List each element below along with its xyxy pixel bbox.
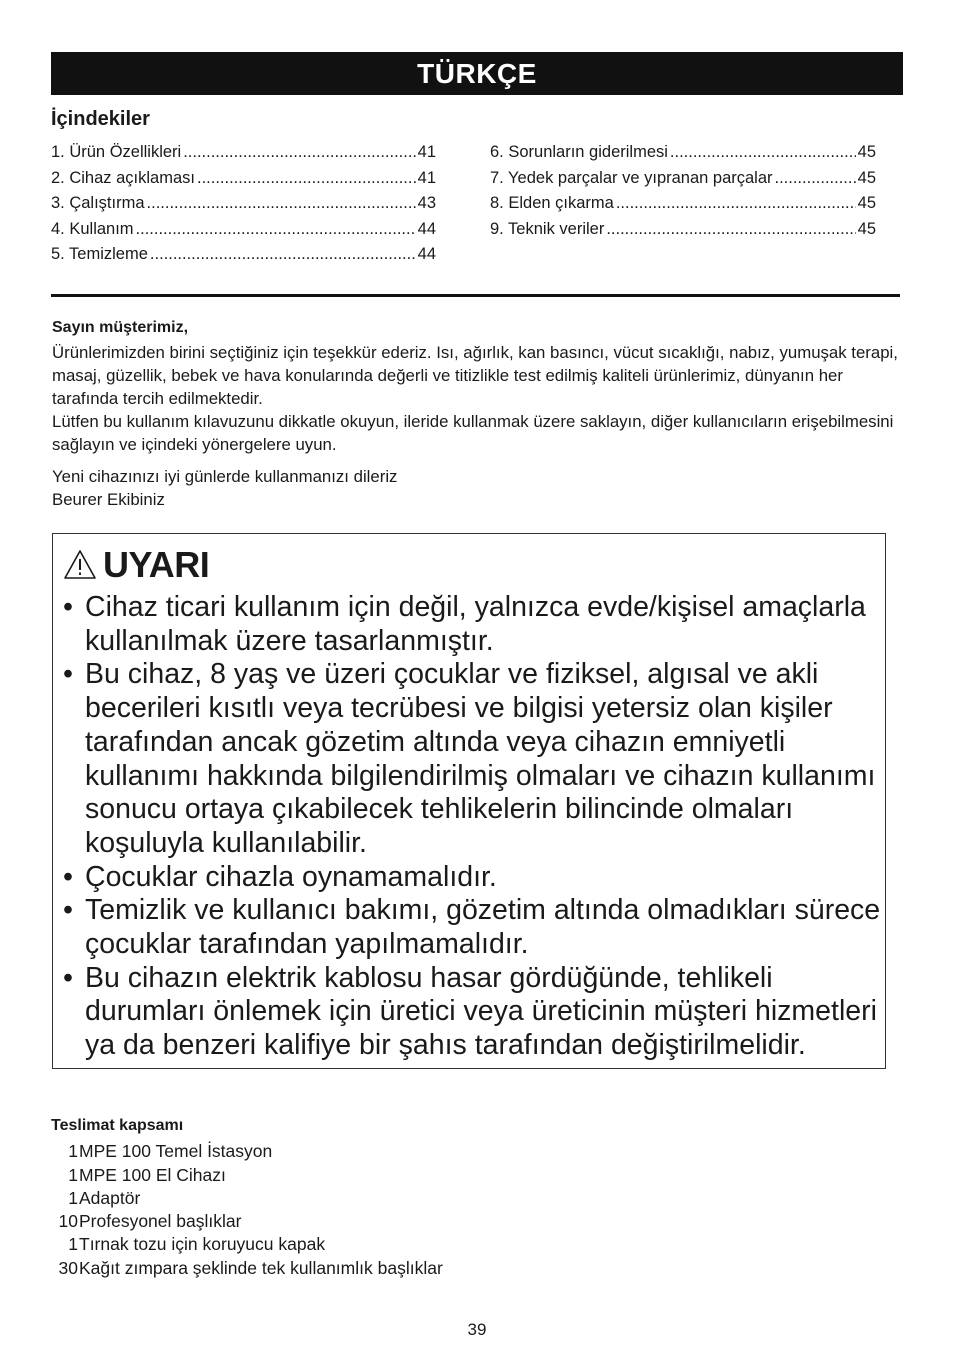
delivery-text: MPE 100 El Cihazı <box>79 1164 226 1185</box>
delivery-text: Kağıt zımpara şeklinde tek kullanımlık başlıklar <box>79 1257 443 1278</box>
delivery-section <box>51 1114 443 1280</box>
delivery-qty: 1 <box>68 1187 78 1208</box>
toc-column-left <box>51 140 436 268</box>
signature-line: Beurer Ekibiniz <box>52 490 165 509</box>
section-divider <box>51 294 900 297</box>
delivery-qty: 1 <box>68 1234 78 1255</box>
warning-item: • Çocuklar cihazla oynamamalıdır. <box>63 861 883 895</box>
delivery-item <box>51 1164 443 1187</box>
delivery-item <box>51 1187 443 1210</box>
delivery-item <box>51 1140 443 1163</box>
toc-leader <box>147 191 416 217</box>
toc-leader <box>197 166 416 192</box>
warning-title: UYARI <box>103 544 210 585</box>
toc-title: İçindekiler <box>51 108 150 130</box>
warning-item: • Cihaz ticari kullanım için değil, yalnızca evde/kişisel amaçlarla kullanılmak üzere tasarlanmıştır. <box>63 591 883 658</box>
toc-entry[interactable] <box>51 242 436 268</box>
toc-leader <box>606 217 855 243</box>
toc-entry-page: 41 <box>417 168 436 187</box>
warning-item: • Temizlik ve kullanıcı bakımı, gözetim altında olmadıkları sürece çocuklar tarafından yapılmamalıdır. <box>63 894 883 961</box>
toc-leader <box>616 191 856 217</box>
toc-entry-label: 2. Cihaz açıklaması <box>51 168 195 187</box>
toc-entry-page: 45 <box>857 194 876 212</box>
warning-triangle-icon <box>63 548 97 582</box>
toc-entry-page: 45 <box>857 168 876 187</box>
toc-entry[interactable] <box>490 191 876 217</box>
toc-entry[interactable] <box>51 191 436 217</box>
toc-leader <box>670 140 856 166</box>
delivery-text: Profesyonel başlıklar <box>79 1211 242 1232</box>
page-number: 39 <box>467 1320 487 1339</box>
toc-entry-label: 7. Yedek parçalar ve yıpranan parçalar <box>490 168 773 187</box>
delivery-qty: 1 <box>68 1164 78 1185</box>
delivery-title: Teslimat kapsamı <box>51 1117 184 1134</box>
toc-entry-page: 43 <box>417 194 436 212</box>
toc-leader <box>775 166 856 192</box>
delivery-item <box>51 1210 443 1233</box>
toc-entry-label: 8. Elden çıkarma <box>490 194 614 212</box>
toc-entry[interactable] <box>490 217 876 243</box>
toc-entry-page: 44 <box>417 245 436 263</box>
delivery-qty: 1 <box>68 1141 78 1162</box>
delivery-text: Tırnak tozu için koruyucu kapak <box>79 1234 326 1255</box>
intro-paragraph: Lütfen bu kullanım kılavuzunu dikkatle okuyun, ileride kullanmak üzere saklayın, diğer kullanıcıların erişebilmesini sağlayın ve içindeki yönergelere uyun. <box>52 412 894 454</box>
toc-leader <box>136 217 416 243</box>
toc-column-right <box>490 140 876 242</box>
warning-item: • Bu cihaz, 8 yaş ve üzeri çocuklar ve fiziksel, algısal ve akli becerileri kısıtlı veya tecrübesi ve bilgisi yetersiz olan kişiler tarafından ancak gözetim altında veya cihazın emniyetli kullanımı hakkında bilgilendirilmiş olmaları ve cihazın kullanımı sonucu ortaya çıkabilecek tehlikelerin bilincinde olmaları koşuluyla kullanılabilir. <box>63 658 883 860</box>
language-banner <box>51 52 903 95</box>
toc-entry[interactable] <box>490 166 876 192</box>
intro-paragraph: Ürünlerimizden birini seçtiğiniz için teşekkür ederiz. Isı, ağırlık, kan basıncı, vücut sıcaklığı, nabız, yumuşak terapi, masaj, güzellik, bebek ve hava konularında değerli ve titizlikle test edilmiş kaliteli ürünlerimiz, dünyanın her tarafında tercih edilmektedir. <box>52 343 898 408</box>
toc-entry-page: 41 <box>417 143 436 161</box>
language-title: TÜRKÇE <box>417 57 537 89</box>
warning-header <box>63 544 209 586</box>
toc-entry[interactable] <box>51 217 436 243</box>
delivery-qty: 10 <box>58 1211 78 1232</box>
delivery-item <box>51 1233 443 1256</box>
toc-entry[interactable] <box>51 166 436 192</box>
toc-leader <box>150 242 416 268</box>
toc-entry[interactable] <box>490 140 876 166</box>
warning-list <box>63 591 883 1063</box>
toc-entry-page: 45 <box>857 143 876 161</box>
toc-entry-label: 3. Çalıştırma <box>51 194 145 212</box>
toc-entry-page: 45 <box>857 219 876 238</box>
closing-line: Yeni cihazınızı iyi günlerde kullanmanızı dileriz <box>52 467 398 486</box>
delivery-text: MPE 100 Temel İstasyon <box>79 1141 273 1162</box>
warning-box <box>52 533 886 1069</box>
toc-entry-label: 4. Kullanım <box>51 219 134 238</box>
toc-entry[interactable] <box>51 140 436 166</box>
delivery-item <box>51 1257 443 1280</box>
delivery-qty: 30 <box>58 1257 78 1278</box>
toc-entry-label: 5. Temizleme <box>51 245 148 263</box>
toc-leader <box>183 140 415 166</box>
greeting: Sayın müşterimiz, <box>52 319 189 336</box>
warning-item: • Bu cihazın elektrik kablosu hasar gördüğünde, tehlikeli durumları önlemek için üretici veya üreticinin müşteri hizmetleri ya da benzeri kalifiye bir şahıs tarafından değiştirilmelidir. <box>63 962 883 1063</box>
toc-entry-label: 9. Teknik veriler <box>490 219 605 238</box>
toc-entry-label: 1. Ürün Özellikleri <box>51 143 182 161</box>
toc-entry-page: 44 <box>417 219 436 238</box>
toc-entry-label: 6. Sorunların giderilmesi <box>490 143 668 161</box>
delivery-text: Adaptör <box>79 1187 141 1208</box>
intro-section <box>52 316 912 511</box>
